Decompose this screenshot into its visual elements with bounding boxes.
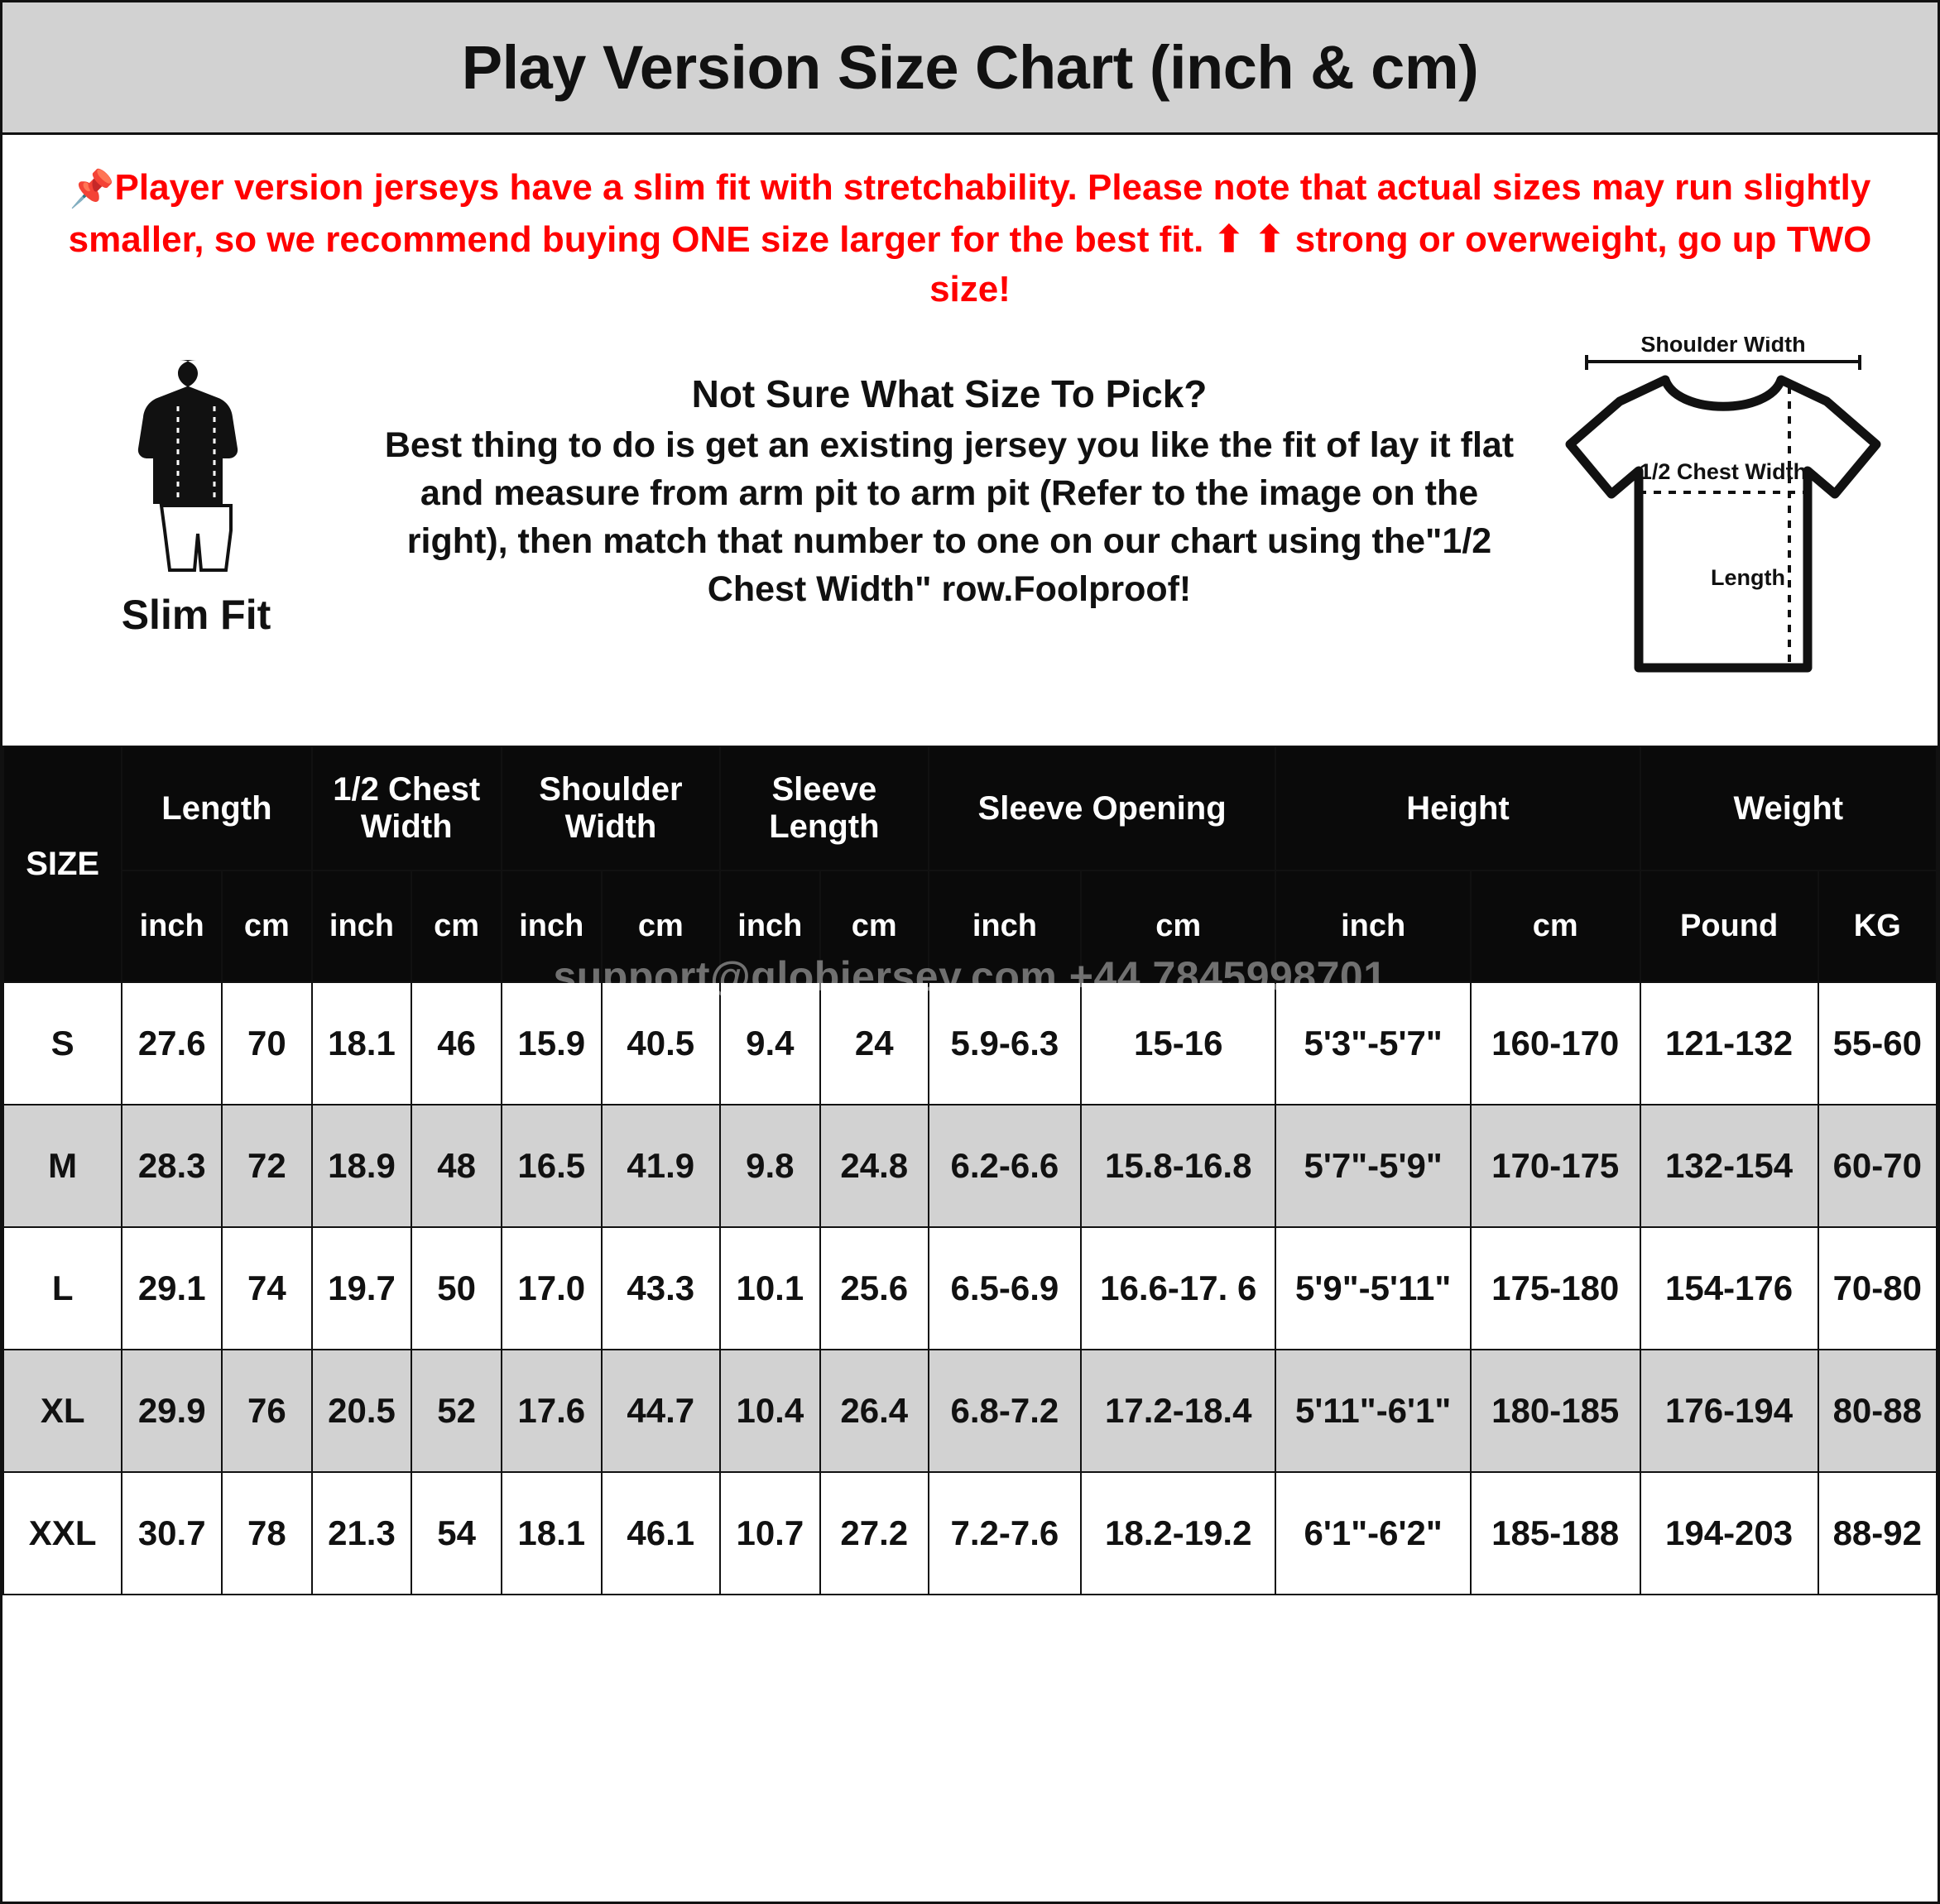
table-cell: 9.4 — [720, 982, 820, 1105]
table-cell: 5.9-6.3 — [929, 982, 1081, 1105]
unit-chest-inch: inch — [312, 870, 412, 982]
row-size: L — [3, 1227, 122, 1350]
diagram-column — [1529, 329, 1918, 705]
advice-question: Not Sure What Size To Pick? — [691, 372, 1208, 416]
table-row — [3, 1105, 1937, 1227]
table-cell: 24 — [820, 982, 929, 1105]
notice-banner — [2, 135, 1938, 320]
title-bar — [2, 2, 1938, 135]
table-cell: 18.9 — [312, 1105, 412, 1227]
advice-column — [370, 329, 1529, 613]
table-row — [3, 1350, 1937, 1472]
unit-height-inch: inch — [1275, 870, 1470, 982]
table-cell: 176-194 — [1640, 1350, 1818, 1472]
table-cell: 175-180 — [1471, 1227, 1640, 1350]
table-cell: 6'1"-6'2" — [1275, 1472, 1470, 1595]
table-cell: 54 — [411, 1472, 502, 1595]
table-cell: 60-70 — [1818, 1105, 1937, 1227]
table-cell: 27.2 — [820, 1472, 929, 1595]
table-cell: 41.9 — [602, 1105, 720, 1227]
table-cell: 194-203 — [1640, 1472, 1818, 1595]
table-cell: 46.1 — [602, 1472, 720, 1595]
watermark: support@globjersey.com +44 7845998701 — [553, 953, 1387, 1000]
table-row — [3, 1472, 1937, 1595]
fit-column — [22, 329, 370, 639]
table-cell: 6.5-6.9 — [929, 1227, 1081, 1350]
table-cell: 15-16 — [1081, 982, 1275, 1105]
table-cell: 88-92 — [1818, 1472, 1937, 1595]
table-cell: 17.2-18.4 — [1081, 1350, 1275, 1472]
unit-length-cm: cm — [222, 870, 312, 982]
table-cell: 40.5 — [602, 982, 720, 1105]
table-cell: 28.3 — [122, 1105, 222, 1227]
unit-sleeve-length-inch: inch — [720, 870, 820, 982]
fit-label: Slim Fit — [121, 592, 271, 639]
table-cell: 180-185 — [1471, 1350, 1640, 1472]
header-row-units — [3, 870, 1937, 982]
table-cell: 5'7"-5'9" — [1275, 1105, 1470, 1227]
size-table — [2, 746, 1938, 1595]
table-cell: 50 — [411, 1227, 502, 1350]
table-cell: 26.4 — [820, 1350, 929, 1472]
table-cell: 30.7 — [122, 1472, 222, 1595]
header-half-chest-width: 1/2 Chest Width — [312, 746, 502, 870]
header-sleeve-opening: Sleeve Opening — [929, 746, 1276, 870]
table-cell: 6.2-6.6 — [929, 1105, 1081, 1227]
table-cell: 7.2-7.6 — [929, 1472, 1081, 1595]
table-cell: 15.8-16.8 — [1081, 1105, 1275, 1227]
table-cell: 18.1 — [312, 982, 412, 1105]
table-cell: 48 — [411, 1105, 502, 1227]
table-cell: 17.6 — [502, 1350, 602, 1472]
table-cell: 18.2-19.2 — [1081, 1472, 1275, 1595]
table-cell: 20.5 — [312, 1350, 412, 1472]
table-cell: 72 — [222, 1105, 312, 1227]
table-row — [3, 982, 1937, 1105]
header-weight: Weight — [1640, 746, 1937, 870]
table-cell: 70-80 — [1818, 1227, 1937, 1350]
unit-height-cm: cm — [1471, 870, 1640, 982]
header-shoulder-width: Shoulder Width — [502, 746, 720, 870]
table-cell: 170-175 — [1471, 1105, 1640, 1227]
row-size: XL — [3, 1350, 122, 1472]
table-cell: 29.1 — [122, 1227, 222, 1350]
table-cell: 160-170 — [1471, 982, 1640, 1105]
table-cell: 10.1 — [720, 1227, 820, 1350]
table-cell: 18.1 — [502, 1472, 602, 1595]
header-height: Height — [1275, 746, 1640, 870]
unit-sleeve-opening-cm: cm — [1081, 870, 1275, 982]
table-cell: 76 — [222, 1350, 312, 1472]
table-cell: 19.7 — [312, 1227, 412, 1350]
table-cell: 80-88 — [1818, 1350, 1937, 1472]
table-cell: 25.6 — [820, 1227, 929, 1350]
table-cell: 16.6-17. 6 — [1081, 1227, 1275, 1350]
table-cell: 16.5 — [502, 1105, 602, 1227]
table-cell: 121-132 — [1640, 982, 1818, 1105]
table-cell: 154-176 — [1640, 1227, 1818, 1350]
svg-text:1/2 Chest Width: 1/2 Chest Width — [1639, 459, 1808, 485]
table-cell: 185-188 — [1471, 1472, 1640, 1595]
table-cell: 6.8-7.2 — [929, 1350, 1081, 1472]
table-cell: 10.4 — [720, 1350, 820, 1472]
table-cell: 21.3 — [312, 1472, 412, 1595]
advice-body: Best thing to do is get an existing jersey you like the fit of lay it flat and measure from arm pit to arm pit (Refer to the image on the right), then match that number to one on our chart using the"1/2 Chest Width" row.Foolproof! — [384, 425, 1515, 610]
unit-chest-cm: cm — [411, 870, 502, 982]
pushpin-icon: 📌 — [69, 169, 115, 209]
svg-text:Shoulder Width: Shoulder Width — [1640, 337, 1806, 357]
header-row-groups — [3, 746, 1937, 870]
row-size: M — [3, 1105, 122, 1227]
page-title: Play Version Size Chart (inch & cm) — [461, 33, 1479, 102]
tshirt-measurement-icon — [1541, 337, 1905, 705]
header-length: Length — [122, 746, 311, 870]
table-cell: 15.9 — [502, 982, 602, 1105]
table-cell: 29.9 — [122, 1350, 222, 1472]
unit-length-inch: inch — [122, 870, 222, 982]
table-cell: 44.7 — [602, 1350, 720, 1472]
table-cell: 132-154 — [1640, 1105, 1818, 1227]
table-cell: 78 — [222, 1472, 312, 1595]
table-cell: 9.8 — [720, 1105, 820, 1227]
unit-weight-pound: Pound — [1640, 870, 1818, 982]
unit-shoulder-cm: cm — [602, 870, 720, 982]
unit-weight-kg: KG — [1818, 870, 1937, 982]
table-cell: 5'3"-5'7" — [1275, 982, 1470, 1105]
table-cell: 43.3 — [602, 1227, 720, 1350]
info-row — [2, 320, 1938, 734]
table-cell: 55-60 — [1818, 982, 1937, 1105]
header-sleeve-length: Sleeve Length — [720, 746, 929, 870]
table-body — [3, 982, 1937, 1595]
table-cell: 27.6 — [122, 982, 222, 1105]
table-row — [3, 1227, 1937, 1350]
slim-fit-body-icon — [113, 348, 279, 576]
row-size: XXL — [3, 1472, 122, 1595]
unit-sleeve-length-cm: cm — [820, 870, 929, 982]
table-cell: 5'9"-5'11" — [1275, 1227, 1470, 1350]
table-cell: 24.8 — [820, 1105, 929, 1227]
table-header — [3, 746, 1937, 982]
table-cell: 10.7 — [720, 1472, 820, 1595]
table-cell: 52 — [411, 1350, 502, 1472]
table-cell: 17.0 — [502, 1227, 602, 1350]
table-cell: 74 — [222, 1227, 312, 1350]
row-size: S — [3, 982, 122, 1105]
table-cell: 70 — [222, 982, 312, 1105]
table-cell: 5'11"-6'1" — [1275, 1350, 1470, 1472]
notice-text: Player version jerseys have a slim fit with stretchability. Please note that actual sizes may run slightly smaller, so we recommend buying ONE size larger for the best fit. ⬆ ⬆ strong or overweight, go up TWO size! — [68, 167, 1872, 310]
table-cell: 46 — [411, 982, 502, 1105]
unit-sleeve-opening-inch: inch — [929, 870, 1081, 982]
header-size: SIZE — [3, 746, 122, 982]
unit-shoulder-inch: inch — [502, 870, 602, 982]
svg-text:Length: Length — [1711, 565, 1785, 591]
